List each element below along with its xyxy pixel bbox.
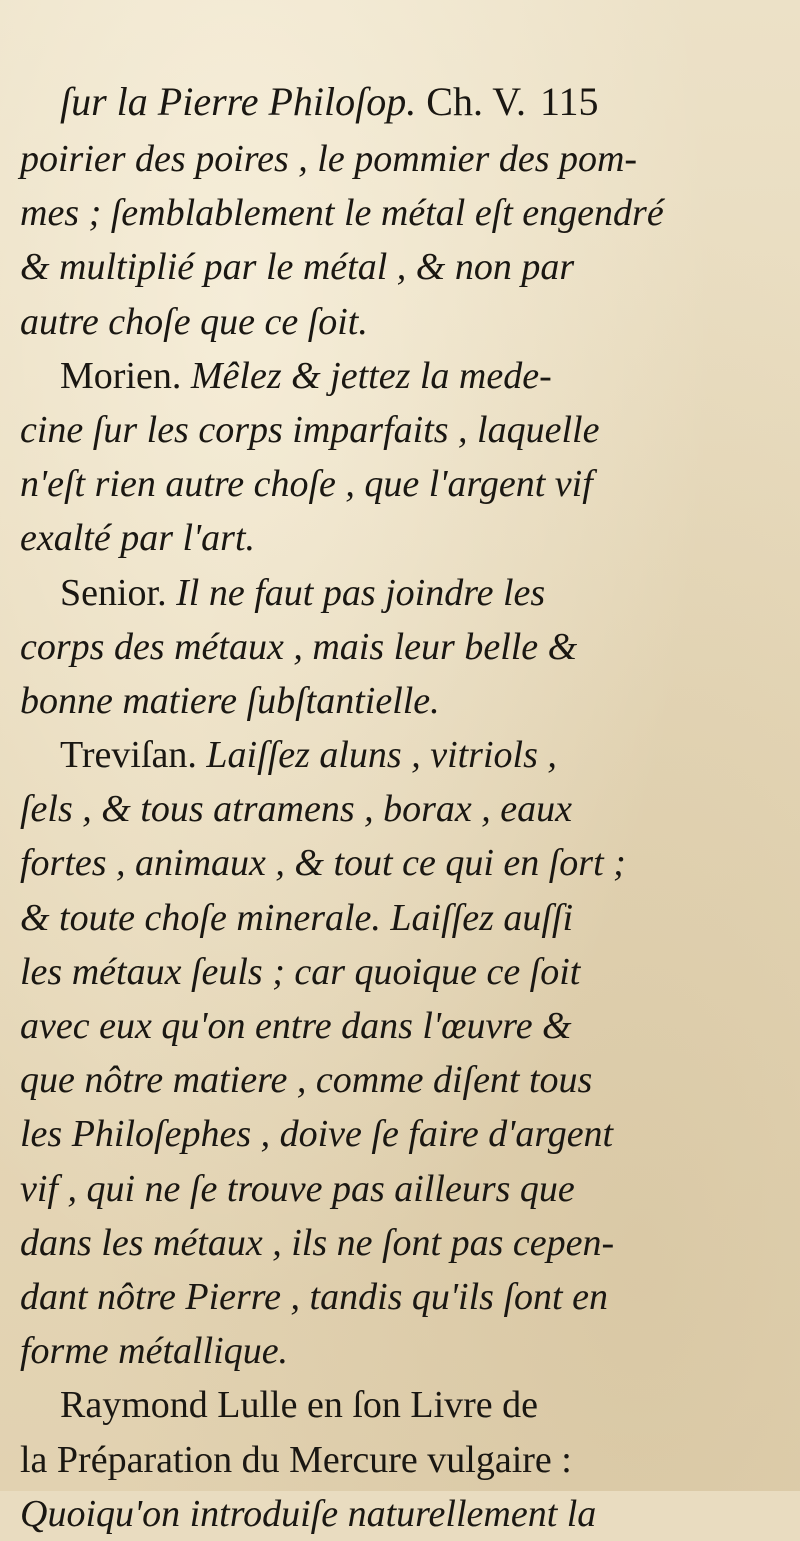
italic-text: les métaux ſeuls ; car quoique ce ſoit <box>20 950 581 993</box>
page-header <box>60 72 700 132</box>
italic-text: cine ſur les corps imparfaits , laquelle <box>20 408 600 451</box>
text-line <box>20 891 780 945</box>
text-line <box>20 674 780 728</box>
text-line <box>20 566 780 620</box>
text-line <box>20 620 780 674</box>
roman-text: la Préparation du Mercure vulgaire : <box>20 1438 572 1481</box>
italic-text: Mêlez & jettez la mede- <box>190 354 552 397</box>
text-line <box>20 1378 780 1432</box>
text-line <box>20 1324 780 1378</box>
text-line <box>20 1107 780 1161</box>
italic-text: dant nôtre Pierre , tandis qu'ils ſont en <box>20 1275 608 1318</box>
roman-text: Senior. <box>60 571 177 614</box>
italic-text: & toute choſe minerale. Laiſſez auſſi <box>20 896 574 939</box>
text-line <box>20 728 780 782</box>
text-line <box>20 945 780 999</box>
body-text <box>20 132 780 1541</box>
italic-text: que nôtre matiere , comme diſent tous <box>20 1059 593 1102</box>
italic-text: forme métallique. <box>20 1330 289 1373</box>
italic-text: les Philoſephes , doive ſe faire d'argent <box>20 1113 614 1156</box>
italic-text: dans les métaux , ils ne ſont pas cepen- <box>20 1221 615 1264</box>
text-line <box>20 349 780 403</box>
italic-text: autre choſe que ce ſoit. <box>20 300 368 343</box>
roman-text: Treviſan. <box>60 734 207 777</box>
italic-text: corps des métaux , mais leur belle & <box>20 625 578 668</box>
italic-text: exalté par l'art. <box>20 517 256 560</box>
text-line <box>20 1433 780 1487</box>
text-line <box>20 836 780 890</box>
page-number: 115 <box>539 79 599 124</box>
text-line <box>20 1270 780 1324</box>
text-line <box>20 403 780 457</box>
italic-text: poirier des poires , le pommier des pom- <box>20 138 638 180</box>
italic-text: avec eux qu'on entre dans l'œuvre & <box>20 1005 572 1047</box>
roman-text: Morien. <box>60 354 191 397</box>
italic-text: n'eſt rien autre choſe , que l'argent vif <box>20 463 593 506</box>
text-line <box>20 295 780 349</box>
text-line <box>20 511 780 565</box>
running-title: ſur la Pierre Philoſop. <box>60 79 417 124</box>
text-line <box>20 1053 780 1107</box>
text-line <box>20 457 780 511</box>
text-line <box>20 132 780 186</box>
text-line <box>20 1216 780 1270</box>
italic-text: vif , qui ne ſe trouve pas ailleurs que <box>20 1167 575 1210</box>
text-line <box>20 186 780 240</box>
italic-text: fortes , animaux , & tout ce qui en ſort ; <box>20 842 626 885</box>
text-line <box>20 999 780 1053</box>
text-line <box>20 782 780 836</box>
italic-text: bonne matiere ſubſtantielle. <box>20 679 440 722</box>
italic-text: & multiplié par le métal , & non par <box>20 246 575 289</box>
italic-text: mes ; ſemblablement le métal eſt engendré <box>20 192 664 235</box>
italic-text: Laiſſez aluns , vitriols , <box>206 734 557 777</box>
text-line <box>20 240 780 294</box>
chapter-label: Ch. V. <box>426 79 526 124</box>
roman-text: Raymond Lulle en ſon Livre de <box>60 1384 539 1427</box>
text-line <box>20 1487 780 1541</box>
text-line <box>20 1162 780 1216</box>
italic-text: Il ne faut pas joindre les <box>176 571 546 614</box>
italic-text: ſels , & tous atramens , borax , eaux <box>20 788 573 831</box>
italic-text: Quoiqu'on introduiſe naturellement la <box>20 1492 597 1535</box>
